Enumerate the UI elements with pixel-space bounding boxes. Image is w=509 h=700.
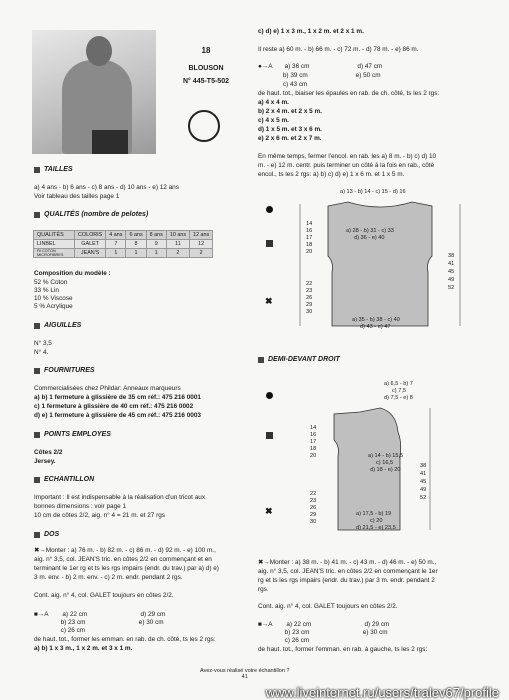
- difficulty-icon: [188, 110, 220, 142]
- pattern-page: 18 BLOUSON N° 445-T5-502 TAILLES a) 4 ans - b) 6 ans - c) 8 ans - d) 10 ans - e) 12 ans Voir tableau des tailles page 1 QUALITÉS (nombre de pelotes) QUALITÉS COLORIS 4 ans 6 ans 8 ans 10 ans 12 ans LINBEL GALET 7 8 9 11 12 Fil COTON MICROFIBRES JEAN'S 1 1 1 2 2 Composition du modèle : 52 % Coton 33 % Lin 10 % Viscose 5 % Acrylique AIGUILLES N° 3,5 N° 4. FOURNITURES Commercialisées chez Phildar: Anneaux marqueurs a) b) 1 fermeture à glissière de 35 cm réf.: 475 216 0001 c) 1 fermeture à glissière de 40 cm réf.: 475 216 0002 d) e) 1 fermeture à glissière de 45 cm réf.: 475 216 0003 POINTS EMPLOYES Côtes 2/2 Jersey. ECHANTILLON Important : Il est indispensable à la réalisation d'un tricot aux bonnes dimensions : voir page 1 10 cm de côtes 2/2, aig. n° 4 = 21 m. et 27 rgs DOS ✖→Monter : a) 76 m. - b) 82 m. - c) 86 m. - d) 92 m. - e) 100 m., aig. n° 3,5, col. JEAN'S tric. en côtes 2/2 en commençant et en terminant le 1er rg et ts les rgs impairs (endr. du trav.) par a) d) e) 3 m. env. - b) 2 m. env. - c) 2 m. endr. pendant 2 rgs. Cont. aig. n° 4, col. GALET toujours en côtes 2/2. ■→A a) 22 cm d) 29 cm b) 23 cm e) 30 cm c) 26 cm de haut. tot., former les emman. en rab. de ch. côté, ts les 2 rgs: a) b) 1 x 3 m., 1 x 2 m. et 3 x 1 m. c) d) e) 1 x 3 m., 1 x 2 m. et 2 x 1 m. Il reste a) 60 m. - b) 66 m. - c) 72 m. - d) 78 m. - e) 86 m. ●→A a) 36 cm d) 47 cm b) 39 cm e) 50 cm c) 43 cm de haut. tot., biaiser les épaules en rab. de ch. côté, ts les 2 rgs: a) 4 x 4 m. b) 2 x 4 m. et 2 x 5 m. c) 4 x 5 m. d) 1 x 5 m. et 3 x 6 m. e) 2 x 6 m. et 2 x 7 m. En même temps, fermer l'encol. en rab. les a) 8 m. - b) c) d) 10 m. - e) 12 m. centr. puis terminer un côté à la fois en rab., côté encol., ts les 2 rgs: a) b) c) d) e) 1 x 6 m. et 1 x 5 m. ✖ a) 13 - b) 14 - c) 15 - d) 16 a) 28 - b) 31 - c) 33 d) 36 - e) 40 a) 35 - b) 38 - c) 40 d) 43 - e) 47 14 16 17 18 20 22 23 26 29 30 38 41 45 49 52 DEMI-DEVANT DROIT ✖ a) 6,5 - b) 7 c) 7,5 d) 7,5 - e) 8 a) 14 - b) 15,5 c) 16,5 d) 18 - e) 20 a) 17,5 - b) 19 c) 20 d) 21,5 - e) 23,5 14 16 17 18 20 22 23 26 29 30 38 41 45 49 52 ✖→Monter : a) 38 m. - b) 41 m. - c) 43 m. - d) 46 m. - e) 50 m., aig. n° 3,5, col. JEAN'S tric. en côtes 2/2 en commençant le 1er rg et ts les rgs impairs (endr. du trav.) par 3 m. endr. pendant 2 rgs. Cont. aig. n° 4, col. GALET toujours en côtes 2/2. ■→A a) 22 cm d) 29 cm b) 23 cm e) 30 cm c) 26 cm de haut. tot., former l'emman. en rab. à gauche, ts les 2 rgs: Avez-vous réalisé votre échantillon ? 41 www.liveinternet.ru/users/tralev67/profile: [34, 28, 499, 700]
- section-dos: DOS: [34, 531, 59, 538]
- section-points: POINTS EMPLOYES: [34, 431, 111, 438]
- tailles-line1: a) 4 ans - b) 6 ans - c) 8 ans - d) 10 ans - e) 12 ans: [34, 184, 179, 191]
- model-ref: N° 445-T5-502: [183, 78, 229, 85]
- section-fournitures: FOURNITURES: [34, 367, 95, 374]
- qualites-table: QUALITÉS COLORIS 4 ans 6 ans 8 ans 10 ans 12 ans LINBEL GALET 7 8 9 11 12 Fil COTON MICROFIBRES JEAN'S 1 1 1 2 2: [33, 230, 213, 258]
- model-name: BLOUSON: [188, 65, 224, 72]
- section-echantillon: ECHANTILLON: [34, 476, 94, 483]
- composition-title: Composition du modèle :: [34, 270, 111, 277]
- model-photo: [32, 30, 156, 154]
- section-tailles: TAILLES: [34, 166, 73, 173]
- square-marker-icon: [266, 240, 273, 247]
- cross-marker-icon: ✖: [265, 506, 273, 516]
- tailles-line2: Voir tableau des tailles page 1: [34, 193, 120, 200]
- dot-marker-icon: [266, 206, 273, 213]
- model-number: 18: [201, 46, 211, 55]
- section-qualites: QUALITÉS (nombre de pelotes): [34, 211, 148, 218]
- footer: Avez-vous réalisé votre échantillon ? 41: [200, 668, 290, 680]
- section-demi-devant: DEMI-DEVANT DROIT: [258, 356, 340, 363]
- watermark: www.liveinternet.ru/users/tralev67/profile: [265, 685, 499, 700]
- cross-marker-icon: ✖: [265, 296, 273, 306]
- square-marker-icon: [266, 432, 273, 439]
- dot-marker-icon: [266, 392, 273, 399]
- section-aiguilles: AIGUILLES: [34, 322, 81, 329]
